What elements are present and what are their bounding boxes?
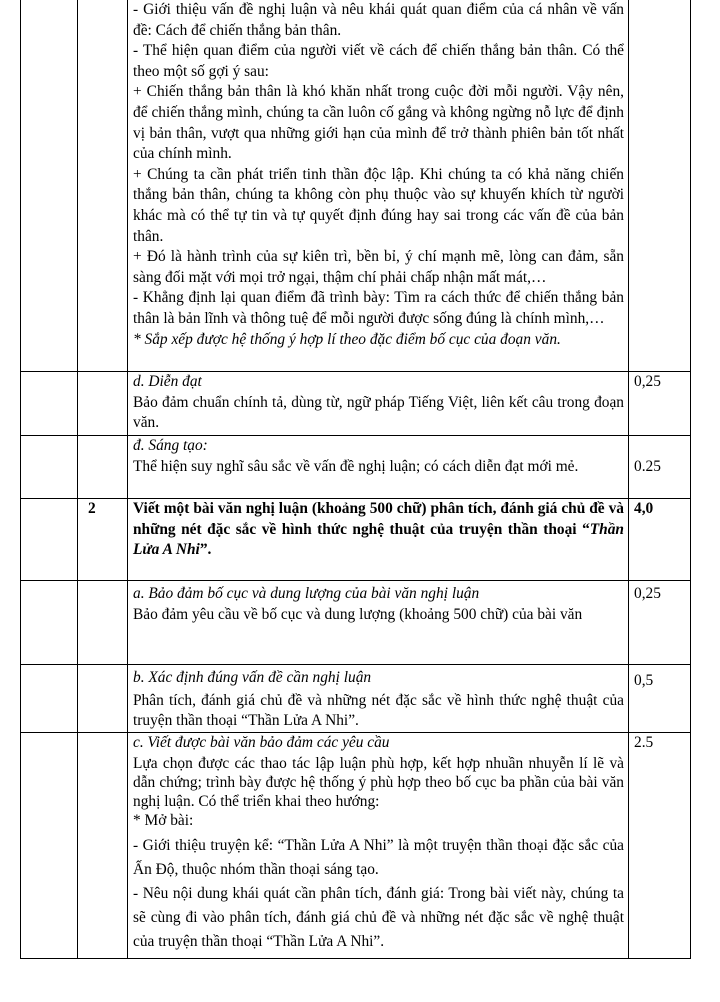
content-cell (128, 581, 629, 665)
score-cell (629, 0, 691, 372)
question-number-cell (78, 0, 128, 372)
section-cell (21, 665, 78, 733)
criterion-body: Bảo đảm chuẩn chính tả, dùng từ, ngữ pháp Tiếng Việt, liên kết câu trong đoạn văn. (133, 393, 624, 432)
content-line: - Thể hiện quan điểm của người viết về cách để chiến thắng bản thân. Có thể theo một số gợi ý sau: (133, 42, 624, 80)
criterion-heading: d. Diễn đạt (133, 373, 202, 390)
section-cell (21, 499, 78, 581)
table-row (21, 0, 691, 372)
score-value: 2.5 (629, 733, 691, 959)
prompt-story-title: Thần Lửa A Nhi (133, 520, 624, 559)
score-value (629, 436, 691, 499)
score-value: 0,5 (629, 665, 691, 733)
content-line: - Giới thiệu vấn đề nghị luận và nêu khái quát quan điểm của cá nhân về vấn đề: Cách để chiến thắng bản thân. (133, 1, 624, 39)
criterion-body: Thể hiện suy nghĩ sâu sắc về vấn đề nghị luận; có cách diễn đạt mới mẻ. (133, 457, 579, 475)
section-cell (21, 0, 78, 372)
section-cell (21, 581, 78, 665)
question-number-cell (78, 581, 128, 665)
question-number: 2 (78, 499, 128, 581)
table-row (21, 581, 691, 665)
content-line: + Chiến thắng bản thân là khó khăn nhất trong cuộc đời mỗi người. Vậy nên, để chiến thắng mình, chúng ta cần luôn cố gắng và không ngừng nỗ lực để định vị bản thân, vượt qua những giới hạn của mình để trở thành phiên bản tốt nhất của chính mình. (133, 83, 624, 163)
question-number-cell (78, 665, 128, 733)
arrangement-note: * Sắp xếp được hệ thống ý hợp lí theo đặc điểm bố cục của đoạn văn. (133, 330, 561, 348)
intro-point: - Nêu nội dung khái quát cần phân tích, đánh giá: Trong bài viết này, chúng ta sẽ cùng đi vào phân tích, đánh giá chủ đề và những nét đặc sắc về nghệ thuật của truyện thần thoại “Thần Lửa A Nhi”. (133, 885, 624, 951)
table-row (21, 665, 691, 733)
table-row (21, 733, 691, 959)
content-cell (128, 665, 629, 733)
section-cell (21, 733, 78, 959)
question-number-cell (78, 733, 128, 959)
criterion-body: Bảo đảm yêu cầu về bố cục và dung lượng (khoảng 500 chữ) của bài văn (133, 605, 583, 623)
criterion-heading: a. Bảo đảm bố cục và dung lượng của bài văn nghị luận (133, 585, 480, 602)
question-number-cell (78, 436, 128, 499)
section-cell (21, 372, 78, 436)
criterion-heading: đ. Sáng tạo: (133, 437, 208, 454)
table-row (21, 499, 691, 581)
intro-heading: * Mở bài: (133, 811, 194, 829)
score-text: 0.25 (634, 457, 661, 475)
score-value: 0,25 (629, 372, 691, 436)
prompt-text: Viết một bài văn nghị luận (khoảng 500 chữ) phân tích, đánh giá chủ đề và những nét đặc sắc về hình thức nghệ thuật của truyện thần thoại “ (133, 500, 624, 538)
content-cell (128, 733, 629, 959)
score-value: 0,25 (629, 581, 691, 665)
question-prompt (128, 499, 629, 581)
section-cell (21, 436, 78, 499)
table-row (21, 436, 691, 499)
criterion-heading: c. Viết được bài văn bảo đảm các yêu cầu (133, 734, 390, 751)
criterion-heading: b. Xác định đúng vấn đề cần nghị luận (133, 669, 372, 686)
prompt-end: ”. (199, 541, 212, 559)
content-cell (128, 372, 629, 436)
criterion-body: Lựa chọn được các thao tác lập luận phù hợp, kết hợp nhuần nhuyễn lí lẽ và dẫn chứng; trình bày được hệ thống ý phù hợp theo bố cục ba phần của bài văn nghị luận. Có thể triển khai theo hướng: (133, 754, 624, 810)
content-line: + Đó là hành trình của sự kiên trì, bền bỉ, ý chí mạnh mẽ, lòng can đảm, sẵn sàng đối mặt với mọi trở ngại, thậm chí phải chấp nhận mất mát,… (133, 248, 624, 286)
content-cell (128, 436, 629, 499)
content-line: + Chúng ta cần phát triển tinh thần độc lập. Khi chúng ta có khả năng chiến thắng bản thân, chúng ta không còn phụ thuộc vào sự khuyến khích từ người khác mà có thể tự tin và tự quyết định đúng hay sai trong các vấn đề của bản thân. (133, 165, 624, 245)
table-row (21, 372, 691, 436)
scoring-rubric-table (20, 0, 691, 959)
intro-point: - Giới thiệu truyện kể: “Thần Lửa A Nhi” là một truyện thần thoại đặc sắc của Ấn Độ, thuộc nhóm thần thoại sáng tạo. (133, 837, 624, 879)
criterion-body: Phân tích, đánh giá chủ đề và những nét đặc sắc về hình thức nghệ thuật của truyện thần thoại “Thần Lửa A Nhi”. (133, 691, 624, 730)
score-value: 4,0 (629, 499, 691, 581)
content-line: - Khẳng định lại quan điểm đã trình bày: Tìm ra cách thức để chiến thắng bản thân là bản lĩnh và thông tuệ để mỗi người được sống đúng là chính mình,… (133, 289, 624, 327)
question-number-cell (78, 372, 128, 436)
content-cell (128, 0, 629, 372)
